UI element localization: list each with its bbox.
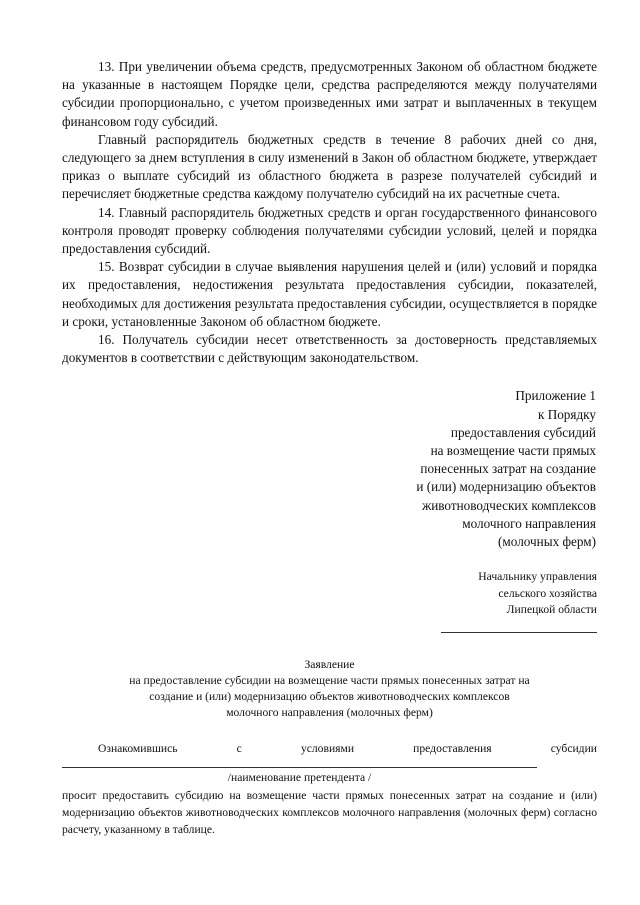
appendix-line: животноводческих комплексов [422, 497, 596, 513]
application-heading [62, 657, 597, 722]
document-page [62, 58, 597, 850]
paragraph-13-continued: Главный распорядитель бюджетных средств в течение 8 рабочих дней со дня, следующего за днем вступления в силу изменений в Закон об областном бюджете, утверждает приказ о выплате субсидий из областного бюджета в разрезе получателей субсидий и перечисляет бюджетные средства каждому получателю субсидий на их расчетные счета. [62, 131, 597, 202]
paragraph-14: 14. Главный распорядитель бюджетных средств и орган государственного финансового контроля проводят проверку соблюдения получателями субсидии условий, целей и порядка предоставления субсидий. [62, 204, 597, 257]
acquainted-row [62, 741, 597, 757]
application-subtitle-line: создание и (или) модернизацию объектов животноводческих комплексов [149, 690, 510, 704]
paragraph-15: 15. Возврат субсидии в случае выявления нарушения целей и (или) условий и порядка их предоставления, недостижения результата предоставления субсидии, показателей, необходимых для достижения результата предоставления субсидии, осуществляется в порядке и сроки, установленные Законом об областном бюджете. [62, 259, 597, 329]
application-subtitle-line: на предоставление субсидии на возмещение части прямых понесенных затрат на [129, 673, 530, 687]
addressee-block [62, 569, 597, 638]
request-text: просит предоставить субсидию на возмещение части прямых понесенных затрат на создание и (или) модернизацию объектов животноводческих комплексов молочного направления (молочных ферм) согласно расчету, указанному в таблице. [62, 789, 597, 836]
addressee-line: Липецкой области [506, 603, 597, 617]
paragraph-13: 13. При увеличении объема средств, предусмотренных Законом об областном бюджете на указанные в настоящем Порядке цели, средства распределяются между получателями субсидии пропорционально, с учетом произведенных ими затрат и выплаченных в текущем финансовом году субсидий. [62, 59, 597, 129]
appendix-line: предоставления субсидий [450, 424, 596, 440]
appendix-line: Приложение 1 [515, 388, 596, 404]
appendix-line: молочного направления [462, 515, 596, 531]
fill-word: Ознакомившись [98, 742, 178, 756]
appendix-line: на возмещение части прямых [430, 443, 596, 459]
appendix-line: (молочных ферм) [498, 534, 596, 550]
addressee-line: сельского хозяйства [498, 586, 597, 600]
appendix-block [62, 387, 597, 551]
fill-word: предоставления [413, 742, 492, 756]
applicant-name-blank-line[interactable] [62, 761, 537, 768]
appendix-line: и (или) модернизацию объектов [416, 479, 596, 495]
addressee-line: Начальнику управления [478, 570, 597, 584]
addressee-blank-line[interactable] [441, 621, 597, 633]
application-title: Заявление [304, 657, 355, 671]
appendix-line: к Порядку [537, 406, 596, 422]
fill-word: условиями [300, 742, 355, 756]
appendix-line: понесенных затрат на создание [420, 461, 596, 477]
fill-word: субсидии [550, 742, 597, 756]
fill-word: с [236, 742, 242, 756]
paragraph-16: 16. Получатель субсидии несет ответственность за достоверность представляемых документов в соответствии с действующим законодательством. [62, 332, 597, 366]
application-subtitle-line: молочного направления (молочных ферм) [226, 706, 433, 720]
applicant-name-caption: /наименование претендента / [227, 771, 372, 785]
